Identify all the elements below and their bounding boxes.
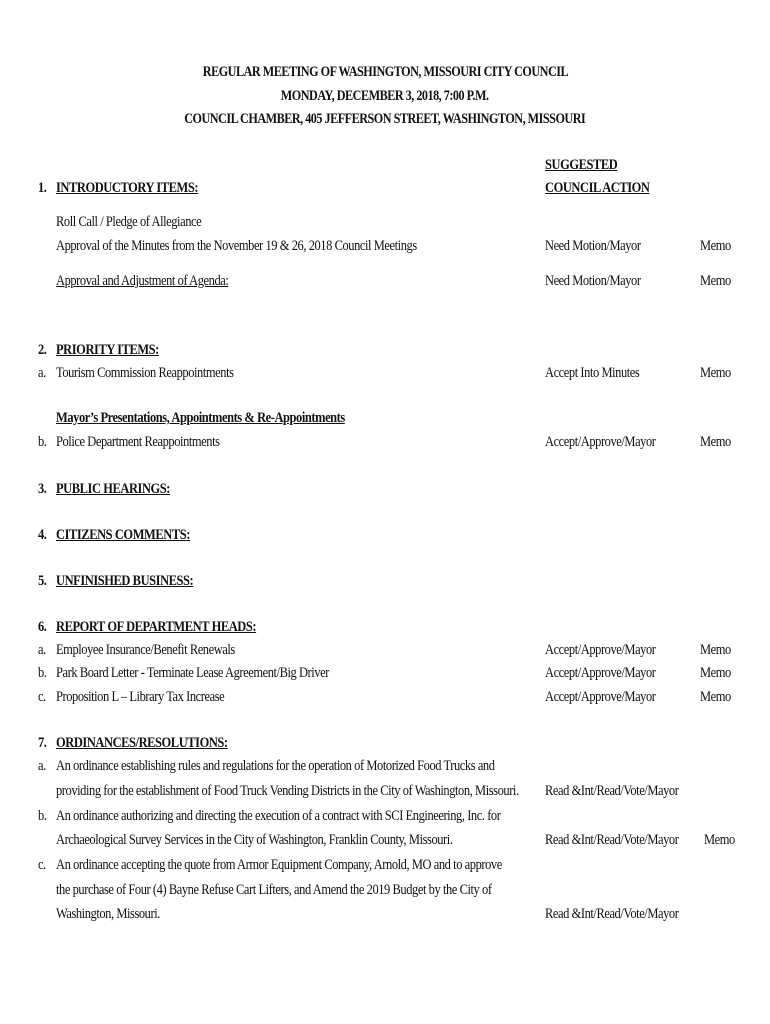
- section-6-title: REPORT OF DEPARTMENT HEADS:: [56, 619, 257, 635]
- item-police-memo: Memo: [700, 434, 731, 450]
- item-insurance-action: Accept/Approve/Mayor: [545, 642, 656, 658]
- item-food-trucks-line1: An ordinance establishing rules and regulations for the operation of Motorized Food Trucks and: [56, 758, 495, 774]
- section-3-number: 3.: [38, 481, 47, 497]
- section-1-number: 1.: [38, 180, 47, 196]
- meeting-date-text: MONDAY, DECEMBER 3, 2018, 7:00 P.M.: [281, 88, 489, 104]
- section-6-number: 6.: [38, 619, 47, 635]
- item-cart-lifters-line1: An ordinance accepting the quote from Armor Equipment Company, Arnold, MO and to approve: [56, 857, 502, 873]
- item-minutes-approval: Approval of the Minutes from the November 19 & 26, 2018 Council Meetings: [56, 238, 417, 254]
- item-police-action: Accept/Approve/Mayor: [545, 434, 656, 450]
- item-food-trucks-line2: providing for the establishment of Food Truck Vending Districts in the City of Washington, Missouri.: [56, 783, 519, 799]
- meeting-title: [0, 64, 770, 81]
- item-agenda-memo: Memo: [700, 273, 731, 289]
- item-proposition-l: Proposition L – Library Tax Increase: [56, 689, 225, 705]
- item-minutes-memo: Memo: [700, 238, 731, 254]
- section-4-title: CITIZENS COMMENTS:: [56, 527, 190, 543]
- item-sci-contract-line2: Archaeological Survey Services in the City of Washington, Franklin County, Missouri.: [56, 832, 453, 848]
- section-7-number: 7.: [38, 735, 47, 751]
- item-park-board-memo: Memo: [700, 665, 731, 681]
- item-6a-label: a.: [38, 642, 46, 658]
- section-7-title: ORDINANCES/RESOLUTIONS:: [56, 735, 228, 751]
- item-6c-label: c.: [38, 689, 46, 705]
- item-cart-lifters-line2: the purchase of Four (4) Bayne Refuse Cart Lifters, and Amend the 2019 Budget by the City of: [56, 882, 492, 898]
- item-food-trucks-action: Read &Int/Read/Vote/Mayor: [545, 783, 679, 799]
- item-7c-label: c.: [38, 857, 46, 873]
- item-cart-lifters-action: Read &Int/Read/Vote/Mayor: [545, 906, 679, 922]
- item-tourism-memo: Memo: [700, 365, 731, 381]
- item-proposition-l-action: Accept/Approve/Mayor: [545, 689, 656, 705]
- item-minutes-action: Need Motion/Mayor: [545, 238, 641, 254]
- section-2-title: PRIORITY ITEMS:: [56, 342, 159, 358]
- item-sci-contract-memo: Memo: [704, 832, 735, 848]
- item-7a-label: a.: [38, 758, 46, 774]
- meeting-date: [0, 88, 770, 105]
- item-cart-lifters-line3: Washington, Missouri.: [56, 906, 160, 922]
- item-agenda-action: Need Motion/Mayor: [545, 273, 641, 289]
- section-3-title: PUBLIC HEARINGS:: [56, 481, 171, 497]
- item-proposition-l-memo: Memo: [700, 689, 731, 705]
- section-1-title: INTRODUCTORY ITEMS:: [56, 180, 199, 196]
- action-header-line1: SUGGESTED: [545, 157, 618, 173]
- mayor-presentations-subtitle: Mayor’s Presentations, Appointments & Re-Appointments: [56, 410, 345, 426]
- action-header-line2: COUNCIL ACTION: [545, 180, 650, 196]
- section-5-number: 5.: [38, 573, 47, 589]
- item-sci-contract-line1: An ordinance authorizing and directing the execution of a contract with SCI Engineering, Inc. for: [56, 808, 501, 824]
- meeting-location-text: COUNCIL CHAMBER, 405 JEFFERSON STREET, WASHINGTON, MISSOURI: [184, 111, 586, 127]
- item-7b-label: b.: [38, 808, 47, 824]
- item-insurance-renewals: Employee Insurance/Benefit Renewals: [56, 642, 235, 658]
- item-6b-label: b.: [38, 665, 47, 681]
- item-tourism-action: Accept Into Minutes: [545, 365, 640, 381]
- section-2-number: 2.: [38, 342, 47, 358]
- item-park-board-action: Accept/Approve/Mayor: [545, 665, 656, 681]
- meeting-title-text: REGULAR MEETING OF WASHINGTON, MISSOURI CITY COUNCIL: [202, 64, 568, 80]
- item-2b-label: b.: [38, 434, 47, 450]
- item-agenda-adjustment: Approval and Adjustment of Agenda:: [56, 273, 229, 289]
- item-roll-call: Roll Call / Pledge of Allegiance: [56, 214, 202, 230]
- item-park-board-letter: Park Board Letter - Terminate Lease Agreement/Big Driver: [56, 665, 329, 681]
- item-sci-contract-action: Read &Int/Read/Vote/Mayor: [545, 832, 679, 848]
- item-tourism-reappointments: Tourism Commission Reappointments: [56, 365, 234, 381]
- section-4-number: 4.: [38, 527, 47, 543]
- section-5-title: UNFINISHED BUSINESS:: [56, 573, 194, 589]
- item-2a-label: a.: [38, 365, 46, 381]
- item-insurance-memo: Memo: [700, 642, 731, 658]
- meeting-location: [0, 111, 770, 128]
- item-police-reappointments: Police Department Reappointments: [56, 434, 220, 450]
